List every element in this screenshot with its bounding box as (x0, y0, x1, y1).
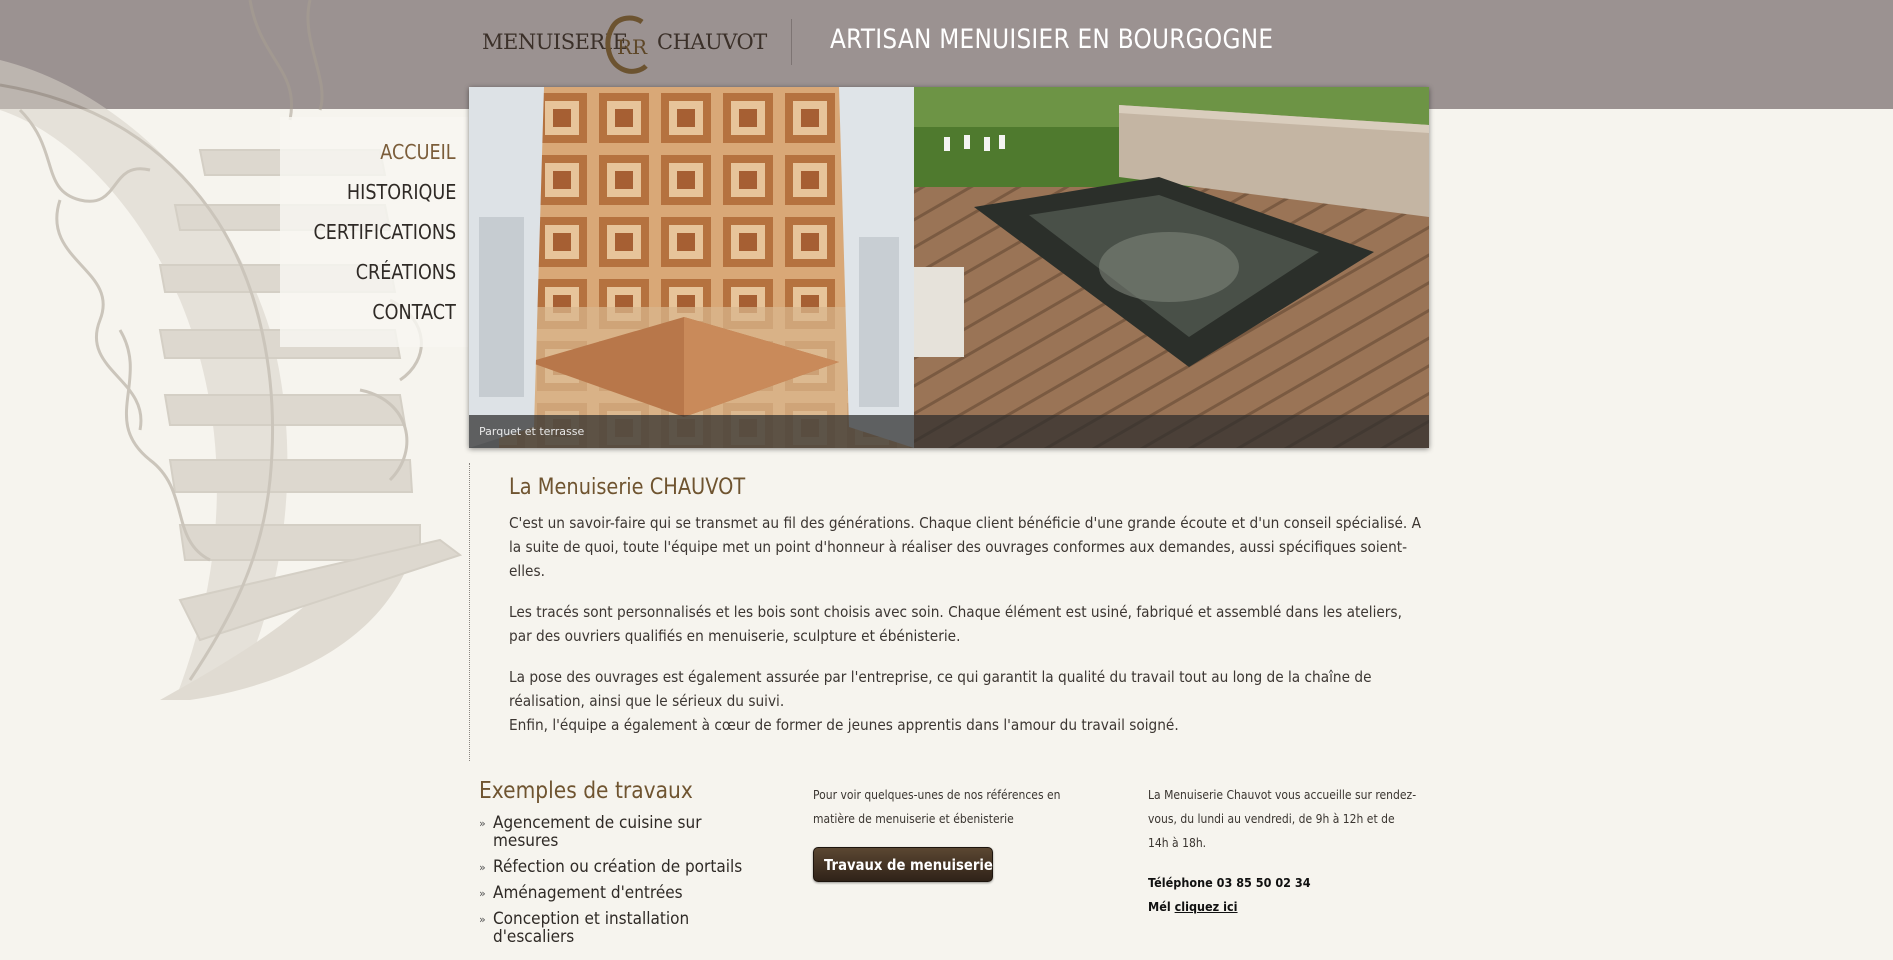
nav-item-creations[interactable]: CRÉATIONS (355, 260, 456, 284)
travaux-button[interactable] (813, 847, 993, 882)
list-item[interactable] (479, 910, 799, 946)
nav-item-contact[interactable]: CONTACT (372, 300, 456, 324)
site-logo[interactable] (482, 14, 767, 74)
logo-word-right: CHAUVOT (657, 30, 767, 54)
contact-hours-text: La Menuiserie Chauvot vous accueille sur rendez-vous, du lundi au vendredi, de 9h à 12h et de 14h à 18h. (1148, 788, 1417, 850)
list-item-label: Aménagement d'entrées (493, 883, 683, 903)
intro-title: La Menuiserie CHAUVOT (509, 475, 746, 500)
contact-section (1148, 783, 1438, 914)
list-item-label: Agencement de cuisine sur mesures (493, 813, 702, 851)
bullet-icon: » (479, 913, 486, 926)
exemples-section (479, 778, 799, 954)
list-item-label: Réfection ou création de portails (493, 857, 743, 877)
svg-text:RR: RR (617, 35, 648, 59)
main-nav (280, 117, 468, 347)
content-divider (469, 463, 470, 761)
contact-mail-label: Mél (1148, 899, 1171, 914)
bullet-icon: » (479, 887, 486, 900)
header-divider (791, 19, 792, 65)
bullet-icon: » (479, 861, 486, 874)
references-section (813, 783, 1103, 874)
exemples-title: Exemples de travaux (479, 778, 693, 804)
contact-mail-link[interactable]: cliquez ici (1174, 899, 1238, 914)
references-text: Pour voir quelques-unes de nos références en matière de menuiserie et ébenisterie (813, 788, 1061, 826)
exemples-list (479, 814, 799, 946)
list-item-label: Conception et installation d'escaliers (493, 909, 690, 947)
logo-monogram (604, 14, 652, 74)
intro-paragraph-2: Les tracés sont personnalisés et les bois sont choisis avec soin. Chaque élément est usiné, fabriqué et assemblé dans les ateliers, par des ouvriers qualifiés en menuiserie, sculpture et ébénisterie. (509, 603, 1402, 645)
nav-item-accueil[interactable]: ACCUEIL (380, 140, 456, 164)
logo-word-left: MENUISERIE (482, 30, 628, 54)
nav-item-certifications[interactable]: CERTIFICATIONS (313, 220, 456, 244)
contact-mail (1148, 899, 1238, 914)
hero-caption-bar (469, 415, 1429, 448)
intro-paragraph-1: C'est un savoir-faire qui se transmet au fil des générations. Chaque client bénéficie d'une grande écoute et d'un conseil spécialisé. A la suite de quoi, toute l'équipe met un point d'honneur à réaliser des ouvrages conformes aux demandes, aussi spécifiques soient-elles. (509, 514, 1421, 580)
intro-section (509, 475, 1429, 737)
contact-phone: Téléphone 03 85 50 02 34 (1148, 875, 1311, 890)
list-item[interactable] (479, 814, 799, 850)
hero-slideshow[interactable] (469, 87, 1429, 448)
intro-paragraph-3: La pose des ouvrages est également assurée par l'entreprise, ce qui garantit la qualité du travail tout au long de la chaîne de réalisation, ainsi que le sérieux du suivi. (509, 668, 1372, 710)
hero-image (469, 87, 1429, 448)
bullet-icon: » (479, 817, 486, 830)
staircase-illustration (0, 0, 480, 720)
travaux-button-label: Travaux de menuiserie (824, 856, 993, 874)
list-item[interactable] (479, 884, 799, 902)
nav-item-historique[interactable]: HISTORIQUE (346, 180, 456, 204)
list-item[interactable] (479, 858, 799, 876)
hero-caption: Parquet et terrasse (479, 425, 585, 438)
site-tagline: ARTISAN MENUISIER EN BOURGOGNE (830, 24, 1274, 55)
intro-paragraph-4: Enfin, l'équipe a également à cœur de former de jeunes apprentis dans l'amour du travail soigné. (509, 716, 1179, 734)
